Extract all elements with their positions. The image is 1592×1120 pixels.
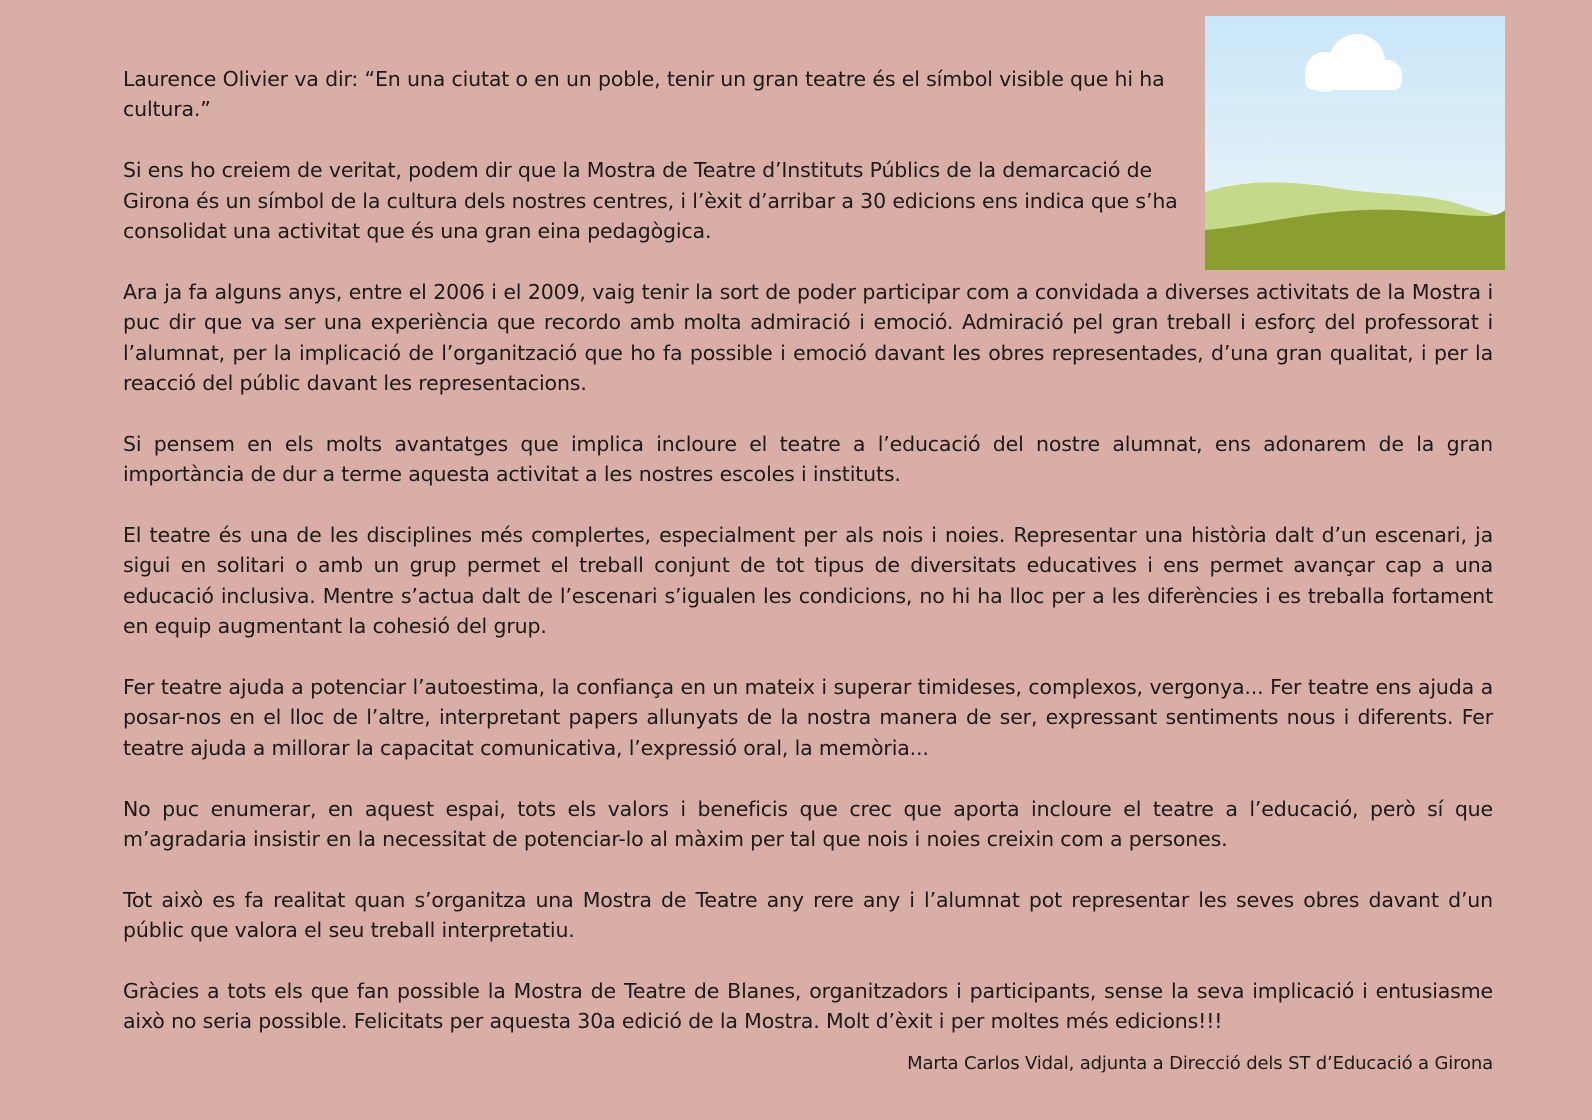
- paragraph-symbol: Si ens ho creiem de veritat, podem dir que la Mostra de Teatre d’Instituts Públics de la demarcació de Girona és un símbol de la cultura dels nostres centres, i l’èxit d’arribar a 30 edicions ens indica que s’ha consolidat una activitat que és una gran eina pedagògica.: [123, 158, 1178, 244]
- paragraph-disciplines: El teatre és una de les disciplines més complertes, especialment per als nois i noies. Representar una història dalt d’un escenari, ja sigui en solitari o amb un grup permet el treball conjunt de tot tipus de diversitats educatives i ens permet avançar cap a una educació inclusiva. Mentre s’actua dalt de l’escenari s’igualen les condicions, no hi ha lloc per a les diferències i es treballa fortament en equip augmentant la cohesió del grup.: [123, 523, 1493, 639]
- paragraph-reality: Tot això es fa realitat quan s’organitza una Mostra de Teatre any rere any i l’alumnat pot representar les seves obres davant d’un públic que valora el seu treball interpretatiu.: [123, 887, 1493, 943]
- paragraph-self-esteem: Fer teatre ajuda a potenciar l’autoestima, la confiança en un mateix i superar timideses, complexos, vergonya... Fer teatre ens ajuda a posar-nos en el lloc de l’altre, interpretant papers allunyats de la nostra manera de ser, expressant sentiments nous i diferents. Fer teatre ajuda a millorar la capacitat comunicativa, l’expressió oral, la memòria...: [123, 675, 1493, 760]
- paragraph-values: No puc enumerar, en aquest espai, tots els valors i beneficis que crec que aporta incloure el teatre a l’educació, però sí que m’agradaria insistir en la necessitat de potenciar-lo al màxim per tal que nois i noies creixin com a persones.: [123, 796, 1493, 852]
- paragraph-experience: Ara ja fa alguns anys, entre el 2006 i el 2009, vaig tenir la sort de poder participar com a convidada a diverses activitats de la Mostra i puc dir que va ser una experiència que recordo amb molta admiració i emoció. Admiració pel gran treball i esforç del professorat i l’alumnat, per la implicació de l’organització que ho fa possible i emoció davant les obres representades, d’una gran qualitat, i per la reacció del públic davant les representacions.: [123, 279, 1493, 396]
- author-signature: Marta Carlos Vidal, adjunta a Direcció dels ST d’Educació a Girona: [907, 1053, 1493, 1075]
- paragraph-advantages: Si pensem en els molts avantatges que implica incloure el teatre a l’educació del nostre alumnat, ens adonarem de la gran importància de dur a terme aquesta activitat a les nostres escoles i instituts.: [123, 431, 1493, 487]
- paragraph-thanks: Gràcies a tots els que fan possible la Mostra de Teatre de Blanes, organitzadors i participants, sense la seva implicació i entusiasme això no seria possible. Felicitats per aquesta 30a edició de la Mostra. Molt d’èxit i per moltes més edicions!!!: [123, 979, 1493, 1034]
- paragraph-quote: Laurence Olivier va dir: “En una ciutat o en un poble, tenir un gran teatre és el símbol visible que hi ha cultura.”: [123, 67, 1165, 122]
- article-body: [123, 64, 1493, 1077]
